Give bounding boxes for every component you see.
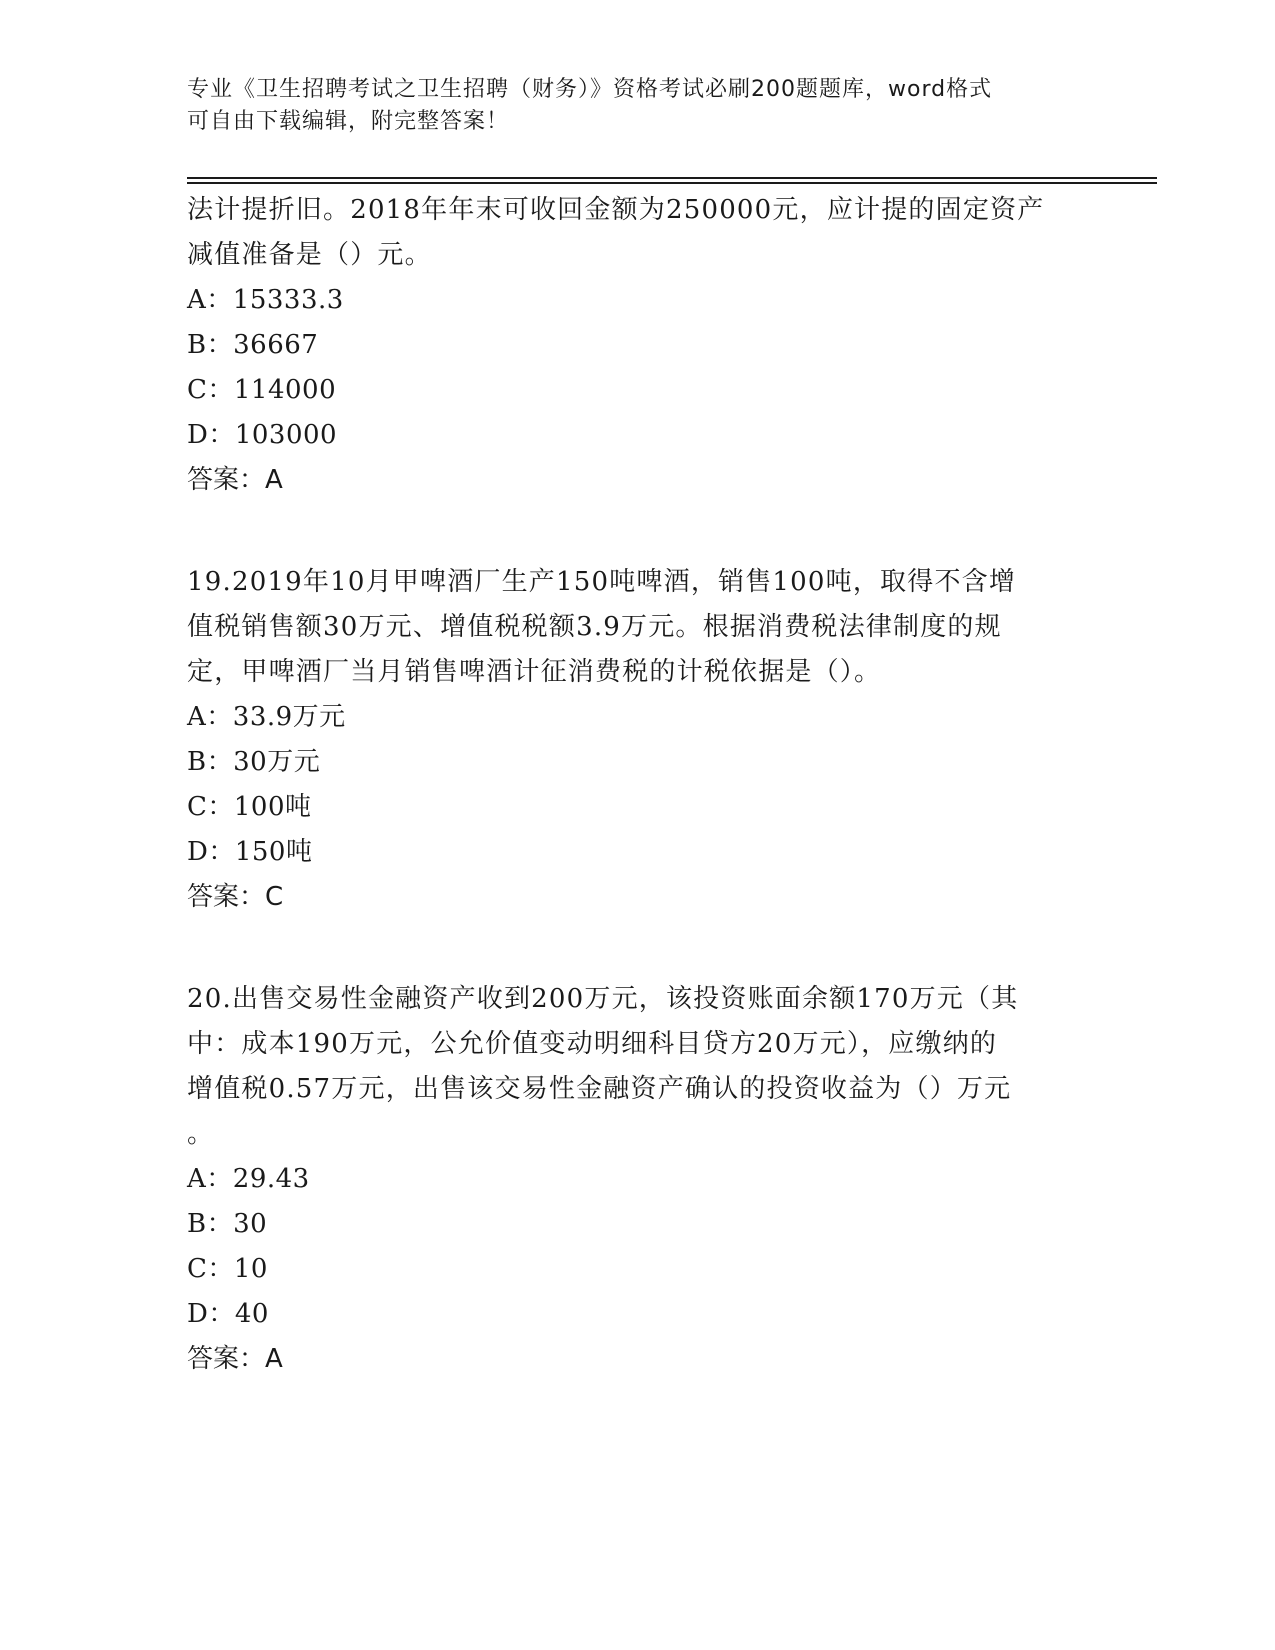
answer-line: 答案：A <box>187 465 283 495</box>
option-d: D：150吨 <box>187 837 313 867</box>
option-b: B：36667 <box>187 330 319 360</box>
option-b: B：30万元 <box>187 747 321 777</box>
option-a: A：15333.3 <box>187 285 344 315</box>
document-header <box>187 74 1067 138</box>
option-c: C：114000 <box>187 375 337 405</box>
header-divider-bottom <box>187 182 1157 184</box>
question-block <box>187 560 1067 920</box>
option-c: C：10 <box>187 1254 268 1284</box>
question-text-line: 19.2019年10月甲啤酒厂生产150吨啤酒，销售100吨，取得不含增 <box>187 567 1017 597</box>
questions-content <box>187 188 1067 1382</box>
answer-line: 答案：A <box>187 1344 283 1374</box>
question-block <box>187 977 1067 1382</box>
question-text-line: 值税销售额30万元、增值税税额3.9万元。根据消费税法律制度的规 <box>187 612 1002 642</box>
option-d: D：40 <box>187 1299 269 1329</box>
question-text-line: 。 <box>187 1119 215 1149</box>
question-text-line: 20.出售交易性金融资产收到200万元，该投资账面余额170万元（其 <box>187 984 1019 1014</box>
header-line-1: 专业《卫生招聘考试之卫生招聘（财务）》资格考试必刷200题题库，word格式 <box>187 77 993 102</box>
question-text-line: 中：成本190万元，公允价值变动明细科目贷方20万元），应缴纳的 <box>187 1029 998 1059</box>
question-text-line: 定，甲啤酒厂当月销售啤酒计征消费税的计税依据是（）。 <box>187 657 882 687</box>
option-a: A：29.43 <box>187 1164 310 1194</box>
option-d: D：103000 <box>187 420 338 450</box>
option-b: B：30 <box>187 1209 268 1239</box>
option-a: A：33.9万元 <box>187 702 346 732</box>
question-text-line: 增值税0.57万元，出售该交易性金融资产确认的投资收益为（）万元 <box>187 1074 1012 1104</box>
header-line-2: 可自由下载编辑，附完整答案！ <box>187 109 510 134</box>
question-text-line: 法计提折旧。2018年年末可收回金额为250000元，应计提的固定资产 <box>187 195 1045 225</box>
answer-line: 答案：C <box>187 882 284 912</box>
header-divider-top <box>187 177 1157 179</box>
question-spacer <box>187 920 1067 977</box>
question-spacer <box>187 503 1067 560</box>
question-text-line: 减值准备是（）元。 <box>187 240 432 270</box>
question-block <box>187 188 1067 503</box>
option-c: C：100吨 <box>187 792 312 822</box>
